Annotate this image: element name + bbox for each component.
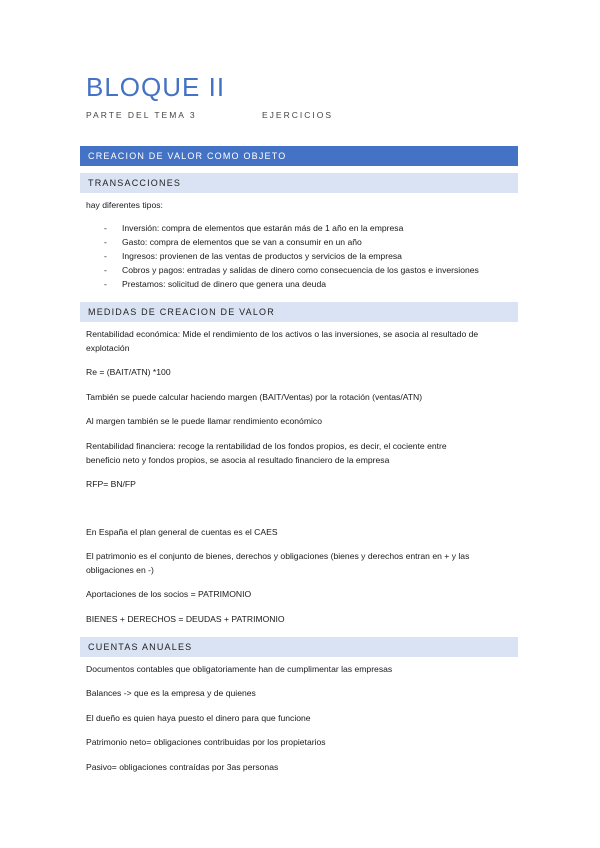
bullet-marker: - [104,223,107,233]
document-title: BLOQUE II [86,72,226,102]
list-item [104,222,403,235]
section-heading-creacion-valor: CREACION DE VALOR COMO OBJETO [80,146,518,166]
section-heading-medidas: MEDIDAS DE CREACION DE VALOR [80,302,518,322]
bullet-marker: - [104,279,107,289]
cuentas-line: Balances -> que es la empresa y de quienes [86,688,256,698]
cuentas-line: Pasivo= obligaciones contraídas por 3as personas [86,762,279,772]
cuentas-line: Patrimonio neto= obligaciones contribuidas por los propietarios [86,737,326,747]
list-item [104,236,362,249]
section-heading-cuentas-anuales: CUENTAS ANUALES [80,637,518,657]
cuentas-line: Documentos contables que obligatoriamente han de cumplimentar las empresas [86,664,393,674]
list-item-text: Cobros y pagos: entradas y salidas de dinero como consecuencia de los gastos e inversiones [122,265,479,275]
bullet-marker: - [104,237,107,247]
formula-rfp: RFP= BN/FP [86,479,136,489]
rentabilidad-financiera-line-1: Rentabilidad financiera: recoge la rentabilidad de los fondos propios, es decir, el cociente entre [86,441,447,451]
subtitle-exercises: EJERCICIOS [262,110,334,120]
list-item [104,278,326,291]
subtitle-part: PARTE DEL TEMA 3 [86,110,197,120]
section-heading-transacciones: TRANSACCIONES [80,173,518,193]
transacciones-intro: hay diferentes tipos: [86,200,163,210]
list-item-text: Ingresos: provienen de las ventas de productos y servicios de la empresa [122,251,402,261]
formula-re: Re = (BAIT/ATN) *100 [86,367,171,377]
list-item [104,264,479,277]
aportaciones-text: Aportaciones de los socios = PATRIMONIO [86,589,252,599]
list-item-text: Gasto: compra de elementos que se van a consumir en un año [122,237,362,247]
list-item-text: Prestamos: solicitud de dinero que genera una deuda [122,279,327,289]
bullet-marker: - [104,265,107,275]
rentabilidad-financiera-line-2: beneficio neto y fondos propios, se asocia al resultado financiero de la empresa [86,455,390,465]
patrimonio-line-2: obligaciones en -) [86,565,154,575]
margen-text: Al margen también se le puede llamar rendimiento económico [86,416,322,426]
bienes-equation: BIENES + DERECHOS = DEUDAS + PATRIMONIO [86,614,285,624]
rentabilidad-economica-line-2: explotación [86,343,130,353]
rentabilidad-economica-line-1: Rentabilidad económica: Mide el rendimiento de los activos o las inversiones, se asocia al resultado de [86,329,479,339]
list-item [104,250,402,263]
list-item-text: Inversión: compra de elementos que estarán más de 1 año en la empresa [122,223,404,233]
tambien-text: También se puede calcular haciendo margen (BAIT/Ventas) por la rotación (ventas/ATN) [86,392,423,402]
bullet-marker: - [104,251,107,261]
cuentas-line: El dueño es quien haya puesto el dinero para que funcione [86,713,311,723]
espana-text: En España el plan general de cuentas es el CAES [86,527,278,537]
patrimonio-line-1: El patrimonio es el conjunto de bienes, derechos y obligaciones (bienes y derechos entran en + y las [86,551,470,561]
